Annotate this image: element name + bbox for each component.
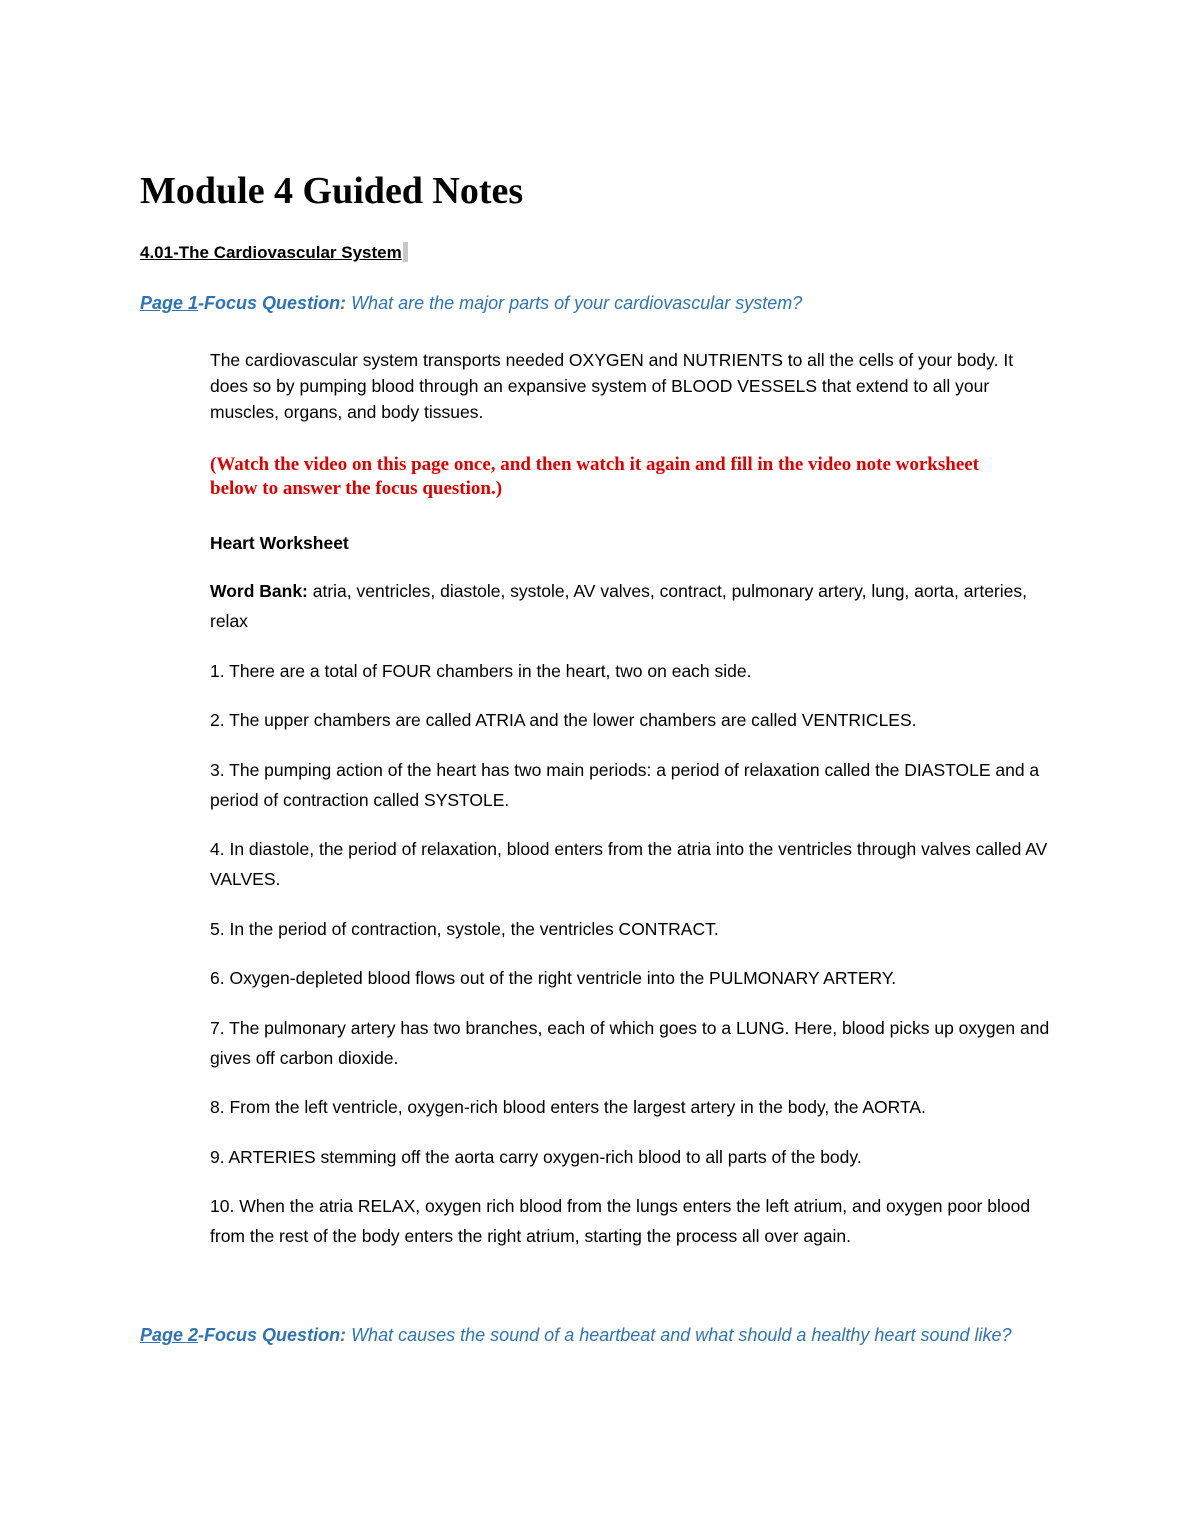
word-bank-words: atria, ventricles, diastole, systole, AV valves, contract, pulmonary artery, lung, aorta, arteries, relax: [210, 581, 1027, 631]
page-2-link[interactable]: Page 2: [140, 1325, 199, 1345]
page-title: Module 4 Guided Notes: [140, 170, 524, 212]
focus-separator: -: [198, 1325, 205, 1345]
worksheet-item-9: 9. ARTERIES stemming off the aorta carry oxygen-rich blood to all parts of the body.: [210, 1147, 862, 1167]
worksheet-item-4: 4. In diastole, the period of relaxation, blood enters from the atria into the ventricles through valves called AV VALVES.: [210, 839, 1048, 889]
focus-question-text: What are the major parts of your cardiovascular system?: [346, 293, 803, 313]
word-bank: [210, 576, 1050, 636]
word-bank-label: Word Bank:: [210, 581, 308, 601]
focus-label: Focus Question:: [204, 293, 347, 313]
worksheet-item-8: 8. From the left ventricle, oxygen-rich blood enters the largest artery in the body, the AORTA.: [210, 1097, 926, 1117]
focus-label: Focus Question:: [204, 1325, 347, 1345]
video-instruction: (Watch the video on this page once, and then watch it again and fill in the video note worksheet below to answer the focus question.): [210, 454, 980, 499]
worksheet-item-3: 3. The pumping action of the heart has two main periods: a period of relaxation called the DIASTOLE and a period of contraction called SYSTOLE.: [210, 760, 1040, 810]
page-1-link[interactable]: Page 1: [140, 293, 199, 313]
focus-separator: -: [198, 293, 205, 313]
worksheet-item-7: 7. The pulmonary artery has two branches, each of which goes to a LUNG. Here, blood picks up oxygen and gives off carbon dioxide.: [210, 1018, 1050, 1068]
worksheet-item-5: 5. In the period of contraction, systole, the ventricles CONTRACT.: [210, 919, 719, 939]
intro-paragraph: The cardiovascular system transports needed OXYGEN and NUTRIENTS to all the cells of your body. It does so by pumping blood through an expansive system of BLOOD VESSELS that extend to all your muscles, organs, and body tissues.: [210, 350, 1014, 422]
focus-question-2: [140, 1320, 1040, 1350]
text-cursor-mark: [403, 242, 408, 262]
worksheet-title: Heart Worksheet: [210, 533, 349, 553]
worksheet-item-2: 2. The upper chambers are called ATRIA and the lower chambers are called VENTRICLES.: [210, 710, 917, 730]
focus-question-text: What causes the sound of a heartbeat and what should a healthy heart sound like?: [346, 1325, 1012, 1345]
section-heading: [140, 242, 408, 264]
worksheet-item-1: 1. There are a total of FOUR chambers in the heart, two on each side.: [210, 661, 752, 681]
worksheet-item-6: 6. Oxygen-depleted blood flows out of the right ventricle into the PULMONARY ARTERY.: [210, 968, 897, 988]
worksheet-item-10: 10. When the atria RELAX, oxygen rich blood from the lungs enters the left atrium, and oxygen poor blood from the rest of the body enters the right atrium, starting the process all over again.: [210, 1196, 1031, 1246]
focus-question-1: [140, 288, 1040, 318]
section-heading-text: 4.01-The Cardiovascular System: [140, 243, 402, 262]
